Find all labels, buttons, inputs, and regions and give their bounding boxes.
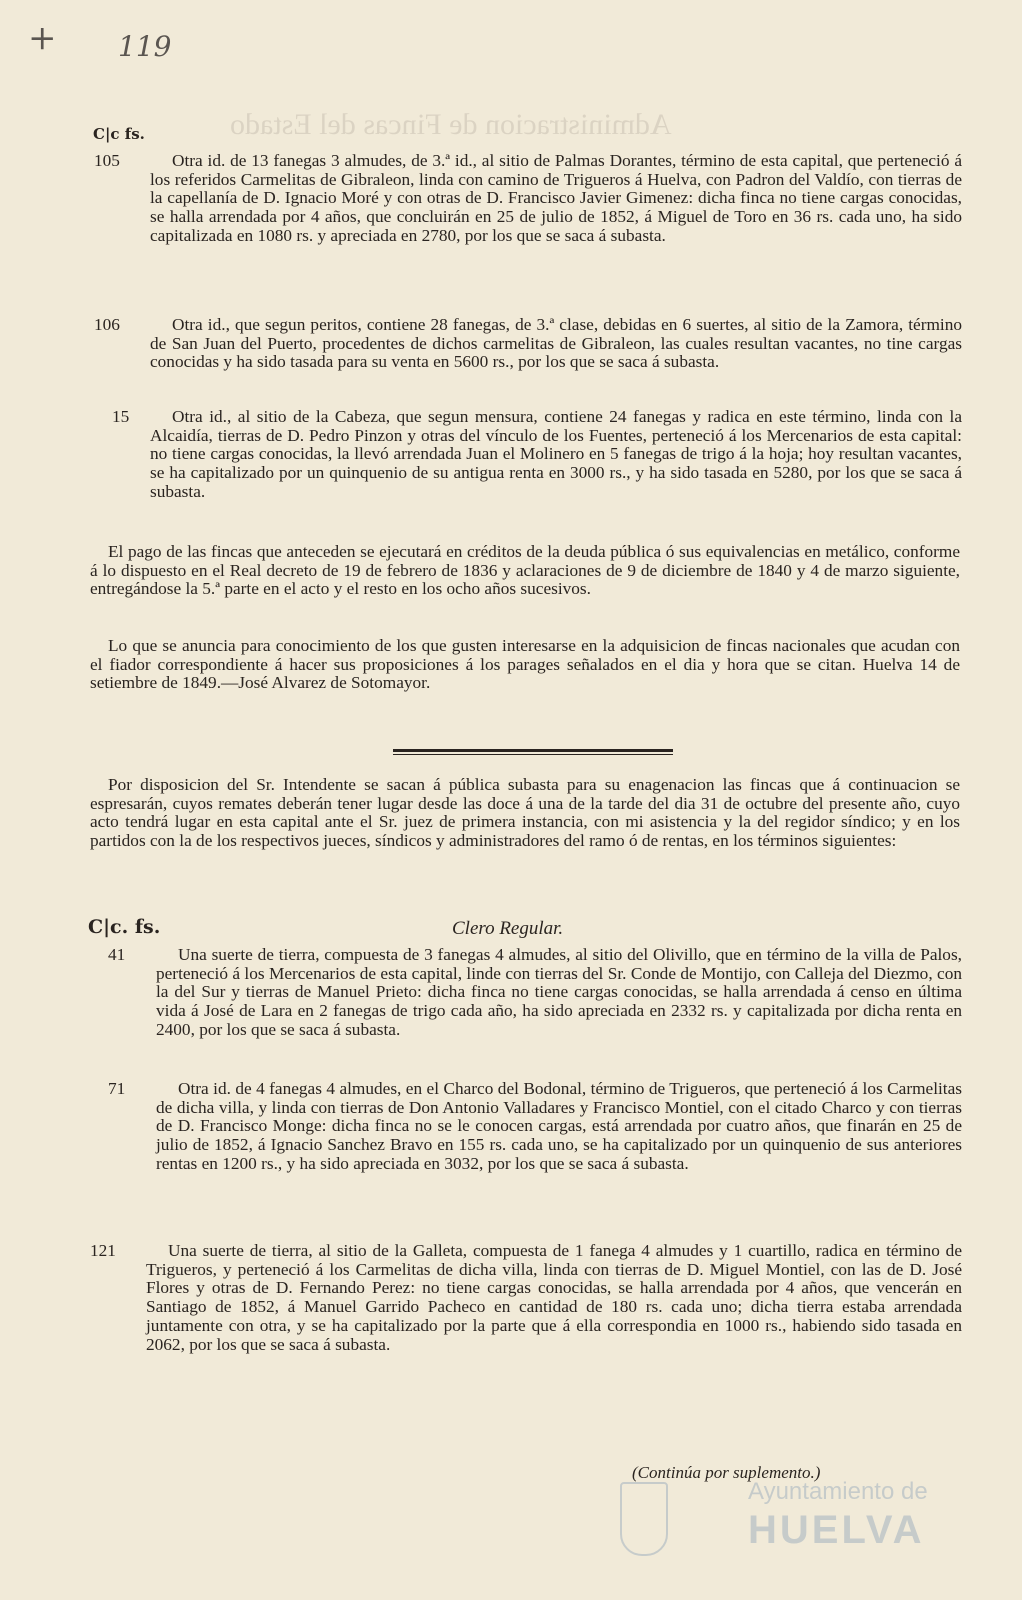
entry-text: Una suerte de tierra, al sitio de la Galleta, compuesta de 1 fanega 4 almudes y 1 cuartillo, radica en término de Trigueros, y perteneció á los Carmelitas de dicha villa, linda con tierras de D. Miguel Montiel, con las de D. José Flores y otras de D. Fernando Perez: no tiene cargas conocidas, se halla arrendada por 4 años, que vencerán en Santiago de 1852, á Manuel Garrido Pacheco en cantidad de 180 rs. cada uno; dicha tierra estaba arrendada juntamente con otra, y se ha capitalizado por la parte que á ella correspondia en 1000 rs., habiendo sido tasada en 2062, por los que se saca á subasta. — [146, 1241, 962, 1354]
column-header: C|c fs. — [93, 125, 145, 143]
intro-paragraph: Por disposicion del Sr. Intendente se sacan á pública subasta para su enagenacion las fincas que á continuacion se espresarán, cuyos remates deberán tener lugar desde las doce á una de la tarde del dia 31 de octubre del presente año, cuyo acto tendrá lugar en esta capital ante el Sr. juez de primera instancia, con mi asistencia y la del regidor síndico; y en los partidos con la de los respectivos jueces, síndicos y administradores del ramo ó de rentas, en los términos siguientes: — [90, 775, 960, 851]
shield-icon — [620, 1482, 668, 1556]
continuation-note: (Continúa por suplemento.) — [632, 1463, 821, 1482]
list-item — [112, 408, 962, 538]
section-divider — [393, 749, 673, 755]
section-title: Clero Regular. — [452, 918, 564, 939]
entry-text: Otra id. de 4 fanegas 4 almudes, en el Charco del Bodonal, término de Trigueros, que perteneció á los Carmelitas de dicha villa, y linda con tierras de Don Antonio Valladares y Francisco Montiel, con el citado Charco y con tierras de D. Francisco Monge: dicha finca no se le conocen cargas, está arrendada por cuatro años, que finarán en 25 de julio de 1852, á Ignacio Sanchez Bravo en 155 rs. cada uno, se ha capitalizado por un quinquenio de sus anteriores rentas en 1200 rs., y ha sido apreciada en 3032, por los que se saca á subasta. — [156, 1079, 962, 1173]
entry-number: 71 — [108, 1079, 126, 1098]
announcement-paragraph: Lo que se anuncia para conocimiento de los que gusten interesarse en la adquisicion de fincas nacionales que acudan con el fiador correspondiente á hacer sus proposiciones á los parages señalados en el dia y hora que se citan. Huelva 14 de setiembre de 1849.—José Alvarez de Sotomayor. — [90, 636, 960, 693]
list-item — [94, 316, 962, 400]
list-item — [108, 1080, 962, 1230]
handwritten-mark: + — [28, 18, 57, 58]
watermark-line2: HUELVA — [748, 1508, 925, 1552]
entry-number: 41 — [108, 945, 126, 964]
payment-paragraph: El pago de las fincas que anteceden se ejecutará en créditos de la deuda pública ó sus equivalencias en metálico, conforme á lo dispuesto en el Real decreto de 19 de febrero de 1836 y aclaraciones de 9 de diciembre de 1840 y 4 de marzo siguiente, entregándose la 5.ª parte en el acto y el resto en los ocho años sucesivos. — [90, 542, 960, 599]
list-item — [108, 946, 962, 1076]
entry-text: Otra id. de 13 fanegas 3 almudes, de 3.ª id., al sitio de Palmas Dorantes, término de esta capital, que perteneció á los referidos Carmelitas de Gibraleon, linda con camino de Trigueros á Huelva, con Padron del Valdío, con tierras de la capellanía de D. Ignacio Moré y con otras de D. Francisco Javier Gimenez: dicha finca no tiene cargas conocidas, se halla arrendada por 4 años, que concluirán en 25 de julio de 1852, á Miguel de Toro en 36 rs. cada uno, ha sido capitalizada en 1080 rs. y apreciada en 2780, por los que se saca á subasta. — [150, 151, 962, 245]
handwritten-folio-number: 119 — [118, 30, 172, 63]
entry-number: 106 — [94, 315, 120, 334]
entry-text: Otra id., al sitio de la Cabeza, que segun mensura, contiene 24 fanegas y radica en este término, linda con la Alcaidía, tierras de D. Pedro Pinzon y otras del vínculo de los Fuentes, perteneció á los Mercenarios de esta capital: no tiene cargas conocidas, la llevó arrendada Juan el Molinero en 5 fanegas de trigo á la hoja; hoy resultan vacantes, se ha capitalizado por un quinquenio de su antigua renta en 3000 rs., y ha sido tasada en 5280, por los que se saca á subasta. — [150, 407, 962, 501]
entry-text: Una suerte de tierra, compuesta de 3 fanegas 4 almudes, al sitio del Olivillo, que en término de la villa de Palos, perteneció á los Mercenarios de esta capital, linde con tierras del Sr. Conde de Montijo, con Calleja del Diezmo, con la del Sur y tierras de Manuel Prieto: dicha finca no tiene cargas conocidas, se halla arrendada á censo en última vida á José de Lara en 2 fanegas de trigo cada año, ha sido apreciada en 2332 rs. y capitalizada por dicha renta en 2400, por los que se saca á subasta. — [156, 945, 962, 1039]
list-item — [90, 1242, 962, 1412]
watermark-line1: Ayuntamiento de — [748, 1478, 928, 1505]
entry-number: 15 — [112, 407, 130, 426]
entry-number: 121 — [90, 1241, 116, 1260]
entry-number: 105 — [94, 151, 120, 170]
archive-watermark — [620, 1478, 940, 1558]
entry-text: Otra id., que segun peritos, contiene 28 fanegas, de 3.ª clase, debidas en 6 suertes, al sitio de la Zamora, término de San Juan del Puerto, procedentes de dichos carmelitas de Gibraleon, las cuales resultan vacantes, no tine cargas conocidas y ha sido tasada para su venta en 5600 rs., por los que se saca á subasta. — [150, 315, 962, 372]
list-item — [94, 152, 962, 302]
column-header: C|c. fs. — [88, 916, 161, 938]
bleed-through-text: Administracion de Fincas del Estado — [230, 108, 672, 141]
